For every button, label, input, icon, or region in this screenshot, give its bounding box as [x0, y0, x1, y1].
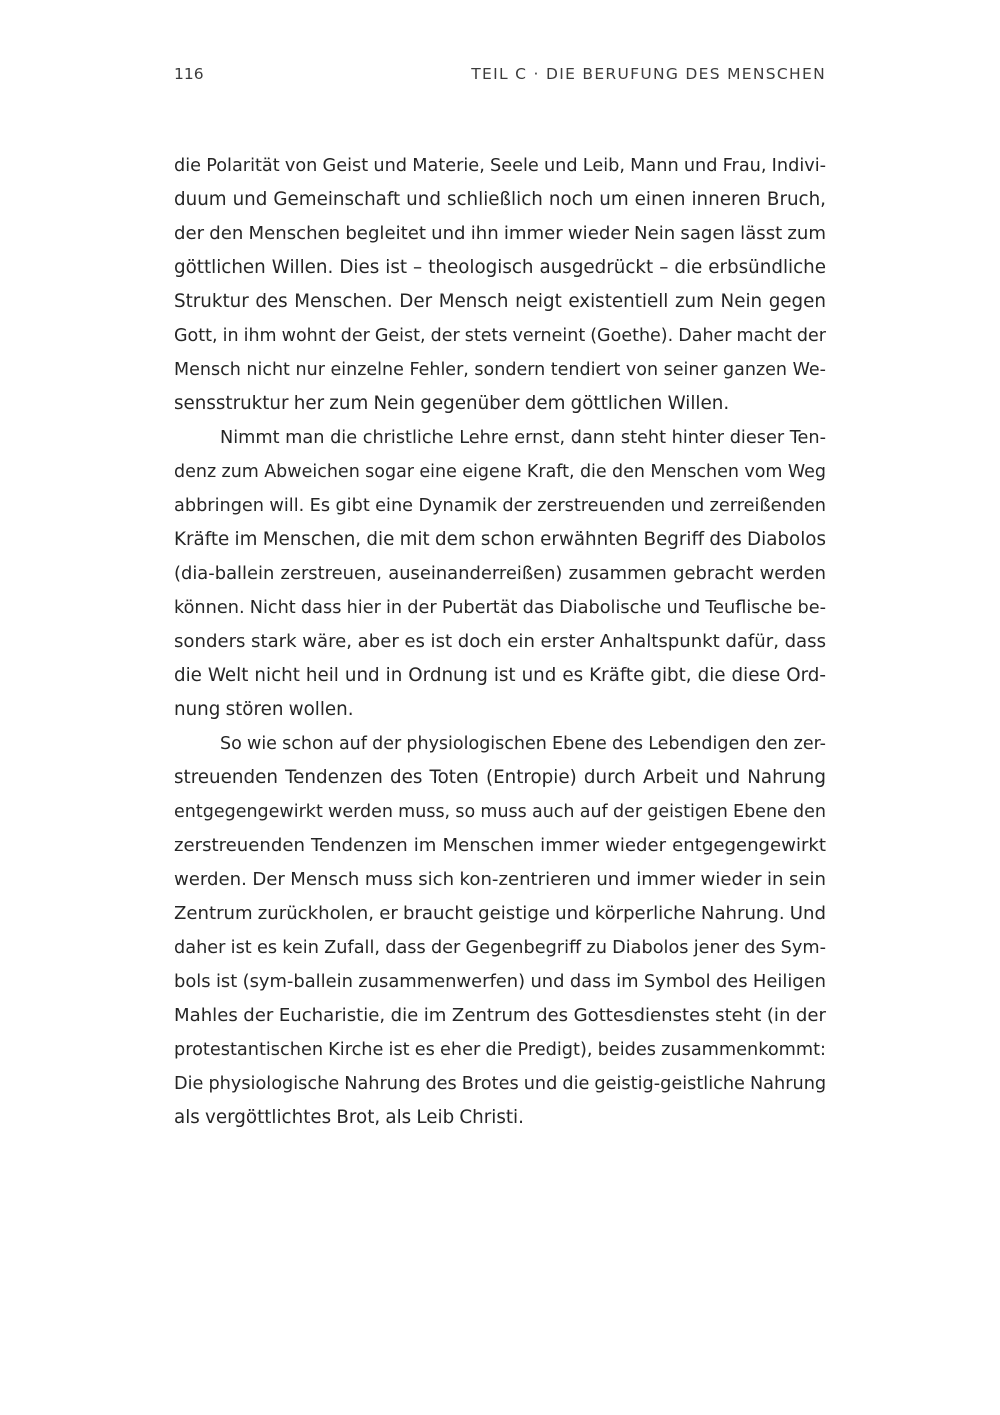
text-line: die Welt nicht heil und in Ordnung ist und es Kräfte gibt, die diese Ord-: [174, 665, 826, 686]
body-text: [174, 149, 826, 1135]
text-line: der den Menschen begleitet und ihn immer wieder Nein sagen lässt zum: [174, 223, 826, 244]
text-line: Struktur des Menschen. Der Mensch neigt existentiell zum Nein gegen: [174, 291, 826, 312]
running-head: TEIL C · DIE BERUFUNG DES MENSCHEN: [471, 65, 826, 83]
paragraph-first-line: Nimmt man die christliche Lehre ernst, dann steht hinter dieser Ten-: [220, 428, 826, 448]
text-line: denz zum Abweichen sogar eine eigene Kraft, die den Menschen vom Weg: [174, 462, 826, 482]
text-line: (dia-ballein zerstreuen, auseinanderreißen) zusammen gebracht werden: [174, 563, 826, 584]
text-line: streuenden Tendenzen des Toten (Entropie) durch Arbeit und Nahrung: [174, 767, 826, 788]
text-line: Mensch nicht nur einzelne Fehler, sondern tendiert von seiner ganzen We-: [174, 360, 826, 380]
text-line: göttlichen Willen. Dies ist – theologisch ausgedrückt – die erbsündliche: [174, 257, 826, 278]
page-number: 116: [174, 65, 204, 83]
text-line: Mahles der Eucharistie, die im Zentrum des Gottesdienstes steht (in der: [174, 1005, 826, 1026]
text-line: Die physiologische Nahrung des Brotes und die geistig-geistliche Nahrung: [174, 1074, 827, 1094]
text-line: Gott, in ihm wohnt der Geist, der stets verneint (Goethe). Daher macht der: [174, 326, 826, 346]
text-line: als vergöttlichtes Brot, als Leib Christi.: [174, 1107, 524, 1128]
text-line: können. Nicht dass hier in der Pubertät das Diabolische und Teuflische be-: [174, 598, 826, 618]
text-line: protestantischen Kirche ist es eher die Predigt), beides zusammenkommt:: [174, 1040, 826, 1060]
text-line: Kräfte im Menschen, die mit dem schon erwähnten Begriff des Diabolos: [174, 529, 826, 550]
text-line: sonders stark wäre, aber es ist doch ein erster Anhaltspunkt dafür, dass: [174, 631, 826, 652]
text-line: sensstruktur her zum Nein gegenüber dem göttlichen Willen.: [174, 393, 730, 414]
text-line: duum und Gemeinschaft und schließlich noch um einen inneren Bruch,: [174, 189, 826, 210]
page-header: [174, 62, 826, 86]
text-line: entgegengewirkt werden muss, so muss auch auf der geistigen Ebene den: [174, 802, 826, 822]
text-line: bols ist (sym-ballein zusammenwerfen) und dass im Symbol des Heiligen: [174, 971, 826, 992]
text-line: Zentrum zurückholen, er braucht geistige und körperliche Nahrung. Und: [174, 903, 826, 924]
text-line: daher ist es kein Zufall, dass der Gegenbegriff zu Diabolos jener des Sym-: [174, 938, 826, 958]
text-line: die Polarität von Geist und Materie, Seele und Leib, Mann und Frau, Indivi-: [174, 156, 826, 176]
paragraph-first-line: So wie schon auf der physiologischen Ebene des Lebendigen den zer-: [220, 734, 826, 754]
text-line: nung stören wollen.: [174, 699, 354, 720]
text-line: werden. Der Mensch muss sich kon-zentrieren und immer wieder in sein: [174, 869, 826, 890]
text-line: zerstreuenden Tendenzen im Menschen immer wieder entgegengewirkt: [174, 835, 826, 856]
text-line: abbringen will. Es gibt eine Dynamik der zerstreuenden und zerreißenden: [174, 496, 826, 516]
